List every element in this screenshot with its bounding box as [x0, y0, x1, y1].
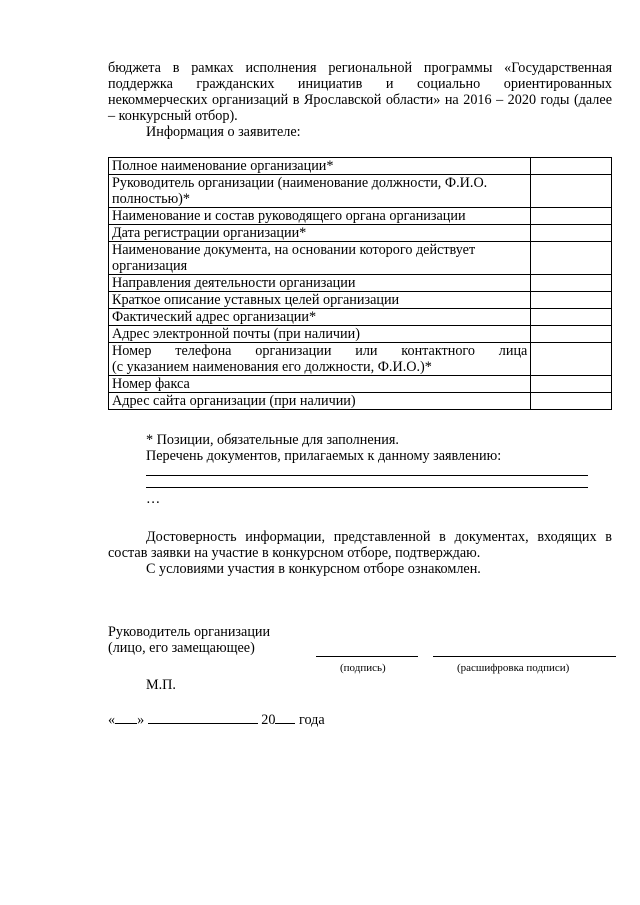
- table-row: [109, 393, 612, 410]
- row-value-cell[interactable]: [531, 292, 612, 309]
- row-label: Дата регистрации организации*: [109, 225, 531, 242]
- row-value-cell[interactable]: [531, 343, 612, 376]
- signature-block: [108, 624, 618, 704]
- row-value-cell[interactable]: [531, 208, 612, 225]
- date-quote-close: »: [137, 712, 145, 728]
- row-label: Адрес электронной почты (при наличии): [109, 326, 531, 343]
- documents-ellipsis: …: [146, 491, 161, 507]
- intro-paragraph: бюджета в рамках исполнения региональной программы «Государственная поддержка гражданских инициатив и социально ориентированных некоммерческих организаций в Ярославской области» на 2016 – 2020 годы (далее – конкурсный отбор).: [108, 60, 612, 124]
- row-label: Наименование и состав руководящего органа организации: [109, 208, 531, 225]
- row-value-cell[interactable]: [531, 175, 612, 208]
- required-note: * Позиции, обязательные для заполнения.: [146, 432, 399, 448]
- table-row: [109, 292, 612, 309]
- row-value-cell[interactable]: [531, 309, 612, 326]
- signer-title-line: (лицо, его замещающее): [108, 640, 255, 656]
- row-label: Фактический адрес организации*: [109, 309, 531, 326]
- row-value-cell[interactable]: [531, 376, 612, 393]
- row-label: Краткое описание уставных целей организации: [109, 292, 531, 309]
- table-row: [109, 343, 612, 376]
- documents-heading: Перечень документов, прилагаемых к данному заявлению:: [146, 448, 502, 464]
- table-row: [109, 208, 612, 225]
- documents-line-2[interactable]: [146, 487, 588, 488]
- row-value-cell[interactable]: [531, 242, 612, 275]
- year-suffix: года: [295, 712, 325, 728]
- row-label: Полное наименование организации*: [109, 158, 531, 175]
- document-body: [108, 60, 612, 577]
- row-label: Адрес сайта организации (при наличии): [109, 393, 531, 410]
- info-heading: Информация о заявителе:: [146, 124, 301, 140]
- table-row: [109, 158, 612, 175]
- month-blank[interactable]: [148, 711, 258, 724]
- confirmation-paragraph: Достоверность информации, представленной в документах, входящих в состав заявки на участие в конкурсном отборе, подтверждаю.: [108, 529, 612, 561]
- year-blank[interactable]: [275, 711, 295, 724]
- row-value-cell[interactable]: [531, 275, 612, 292]
- date-quote-open: «: [108, 712, 116, 728]
- seal-mark: М.П.: [146, 677, 176, 693]
- row-label-line: (с указанием наименования его должности, Ф.И.О.)*: [112, 359, 432, 375]
- documents-line-1[interactable]: [146, 475, 588, 476]
- terms-acknowledgement: С условиями участия в конкурсном отборе ознакомлен.: [146, 561, 481, 577]
- row-label: Направления деятельности организации: [109, 275, 531, 292]
- row-label: Номер факса: [109, 376, 531, 393]
- row-value-cell[interactable]: [531, 225, 612, 242]
- row-label: Руководитель организации (наименование должности, Ф.И.О. полностью)*: [109, 175, 531, 208]
- row-value-cell[interactable]: [531, 393, 612, 410]
- year-prefix: 20: [261, 712, 276, 728]
- row-value-cell[interactable]: [531, 158, 612, 175]
- signer-title: [108, 624, 270, 656]
- row-value-cell[interactable]: [531, 326, 612, 343]
- table-row: [109, 326, 612, 343]
- row-label: Наименование документа, на основании которого действует организация: [109, 242, 531, 275]
- signature-caption: (подпись): [340, 662, 386, 674]
- day-blank[interactable]: [115, 711, 137, 724]
- date-line: [108, 711, 325, 728]
- signature-line[interactable]: [316, 656, 418, 657]
- table-row: [109, 376, 612, 393]
- table-row: [109, 175, 612, 208]
- row-label-line: Номер телефона организации или контактного лица: [112, 343, 528, 359]
- table-row: [109, 275, 612, 292]
- table-row: [109, 242, 612, 275]
- table-row: [109, 225, 612, 242]
- signature-decode-line[interactable]: [433, 656, 616, 657]
- row-label: [109, 343, 531, 376]
- applicant-info-table: [108, 157, 612, 410]
- table-row: [109, 309, 612, 326]
- signature-decode-caption: (расшифровка подписи): [457, 662, 570, 674]
- signer-title-line: Руководитель организации: [108, 624, 271, 640]
